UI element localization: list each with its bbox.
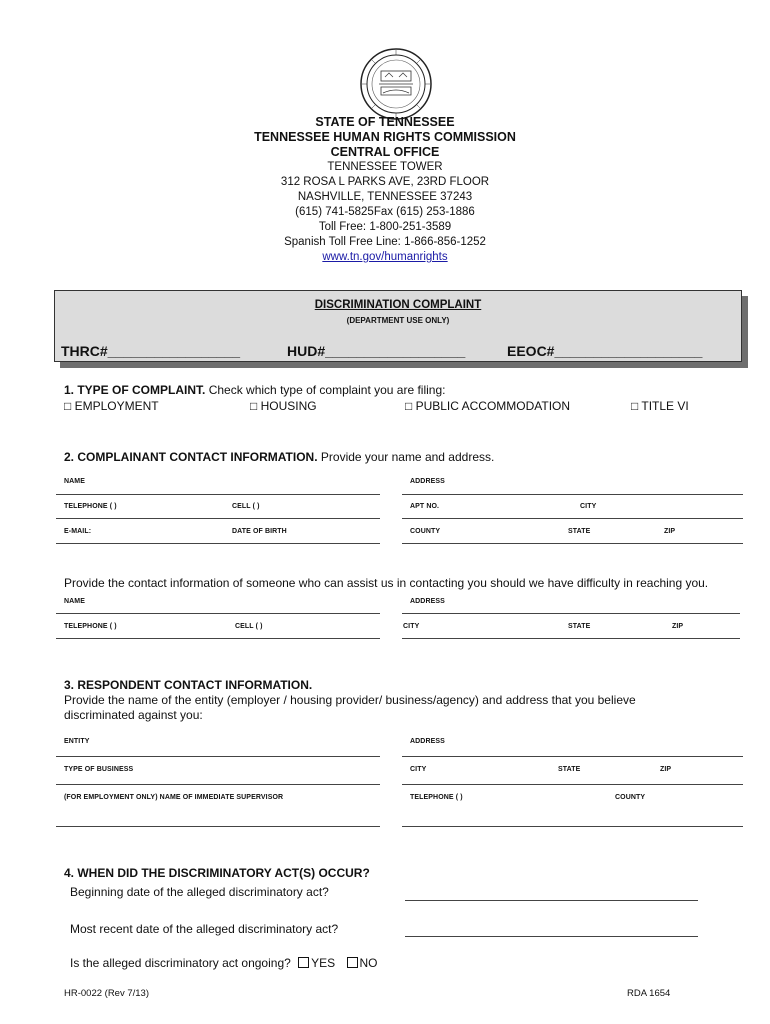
city-label: CITY [580,503,597,510]
section-3-heading [64,678,312,692]
respondent-address-field[interactable] [402,756,743,757]
alt-zip-label: ZIP [672,623,684,630]
state-label: STATE [568,528,591,535]
toll-free: Toll Free: 1-800-251-3589 [318,221,452,233]
form-subtitle: (DEPARTMENT USE ONLY) [346,316,450,325]
section-4-heading-text: 4. WHEN DID THE DISCRIMINATORY ACT(S) OCCUR? [64,866,370,880]
alternate-contact-instruction: Provide the contact information of someone who can assist us in contacting you should we have difficulty in reaching you. [64,576,709,590]
section-4-heading [64,866,370,880]
alt-name-label: NAME [64,598,86,605]
county-label: COUNTY [410,528,441,535]
email-field[interactable] [56,543,380,544]
dob-label: DATE OF BIRTH [232,528,287,535]
beginning-date-field[interactable] [405,900,698,901]
section-1-heading: 1. TYPE OF COMPLAINT. [64,383,206,397]
zip-label: ZIP [664,528,676,535]
thrc-number-field[interactable]: THRC#_________________ [61,343,241,359]
respondent-telephone-label: TELEPHONE ( ) [410,794,463,801]
name-label: NAME [64,478,86,485]
yes-checkbox[interactable] [298,957,309,968]
beginning-date-question: Beginning date of the alleged discriminatory act? [70,885,329,899]
office-name: CENTRAL OFFICE [330,145,440,159]
commission-name: TENNESSEE HUMAN RIGHTS COMMISSION [254,130,516,144]
alt-state-label: STATE [568,623,591,630]
alt-cell-label: CELL ( ) [235,623,263,630]
checkbox-title-vi[interactable]: □ TITLE VI [631,399,689,413]
address-label: ADDRESS [410,478,445,485]
telephone-field[interactable] [56,518,380,519]
section-2-instruction: Provide your name and address. [320,450,495,464]
eeoc-number-field[interactable]: EEOC#___________________ [507,343,703,359]
section-1-instruction: Check which type of complaint you are filing: [208,383,446,397]
entity-field[interactable] [56,756,380,757]
business-type-label: TYPE OF BUSINESS [64,766,134,773]
respondent-county-label: COUNTY [615,794,646,801]
alt-telephone-label: TELEPHONE ( ) [64,623,117,630]
section-2-heading: 2. COMPLAINANT CONTACT INFORMATION. [64,450,318,464]
state-name: STATE OF TENNESSEE [315,115,455,129]
phone-fax: (615) 741-5825Fax (615) 253-1886 [295,206,475,218]
county-state-zip-field[interactable] [402,543,743,544]
section-2-line [64,450,494,464]
section-1-line [64,383,446,397]
name-field[interactable] [56,494,380,495]
respondent-city-label: CITY [410,766,427,773]
state-seal-icon [359,47,433,121]
alt-address-label: ADDRESS [410,598,445,605]
address-line-3: NASHVILLE, TENNESSEE 37243 [297,191,473,203]
email-label: E-MAIL: [64,528,92,535]
respondent-address-label: ADDRESS [410,738,445,745]
recent-date-question: Most recent date of the alleged discriminatory act? [70,922,339,936]
website-link[interactable]: www.tn.gov/humanrights [322,251,448,263]
alt-city-label: CITY [403,623,420,630]
section-3-instruction-1: Provide the name of the entity (employer / housing provider/ business/agency) and address that you believe [64,693,636,707]
hud-number-field[interactable]: HUD#__________________ [287,343,466,359]
ongoing-question: Is the alleged discriminatory act ongoing? [70,956,291,970]
apt-city-field[interactable] [402,518,743,519]
cell-label: CELL ( ) [232,503,260,510]
checkbox-housing[interactable]: □ HOUSING [250,399,317,413]
rda-number: RDA 1654 [627,988,671,999]
address-field[interactable] [402,494,743,495]
supervisor-field[interactable] [56,826,380,827]
yes-label: YES [311,956,336,970]
apt-label: APT NO. [410,503,440,510]
checkbox-employment[interactable]: □ EMPLOYMENT [64,399,159,413]
section-3-heading-text: 3. RESPONDENT CONTACT INFORMATION. [64,678,313,692]
respondent-city-state-zip-field[interactable] [402,784,743,785]
telephone-label: TELEPHONE ( ) [64,503,117,510]
entity-label: ENTITY [64,738,90,745]
respondent-telephone-field[interactable] [402,826,743,827]
respondent-state-label: STATE [558,766,581,773]
respondent-zip-label: ZIP [660,766,672,773]
address-line-2: 312 ROSA L PARKS AVE, 23RD FLOOR [280,176,490,188]
alt-telephone-field[interactable] [56,638,380,639]
alt-city-state-zip-field[interactable] [402,638,740,639]
recent-date-field[interactable] [405,936,698,937]
supervisor-label: (FOR EMPLOYMENT ONLY) NAME OF IMMEDIATE SUPERVISOR [64,794,284,801]
ongoing-question-row [70,956,378,970]
department-use-box [54,290,742,362]
section-3-instruction-2: discriminated against you: [64,708,203,722]
agency-header [0,115,770,265]
form-number: HR-0022 (Rev 7/13) [64,988,150,999]
business-type-field[interactable] [56,784,380,785]
no-label: NO [359,956,378,970]
no-checkbox[interactable] [347,957,358,968]
alt-name-field[interactable] [56,613,380,614]
form-title: DISCRIMINATION COMPLAINT [314,299,482,311]
alt-address-field[interactable] [402,613,740,614]
address-line-1: TENNESSEE TOWER [327,161,443,173]
spanish-toll-free: Spanish Toll Free Line: 1-866-856-1252 [284,236,486,248]
checkbox-public-accommodation[interactable]: □ PUBLIC ACCOMMODATION [405,399,571,413]
